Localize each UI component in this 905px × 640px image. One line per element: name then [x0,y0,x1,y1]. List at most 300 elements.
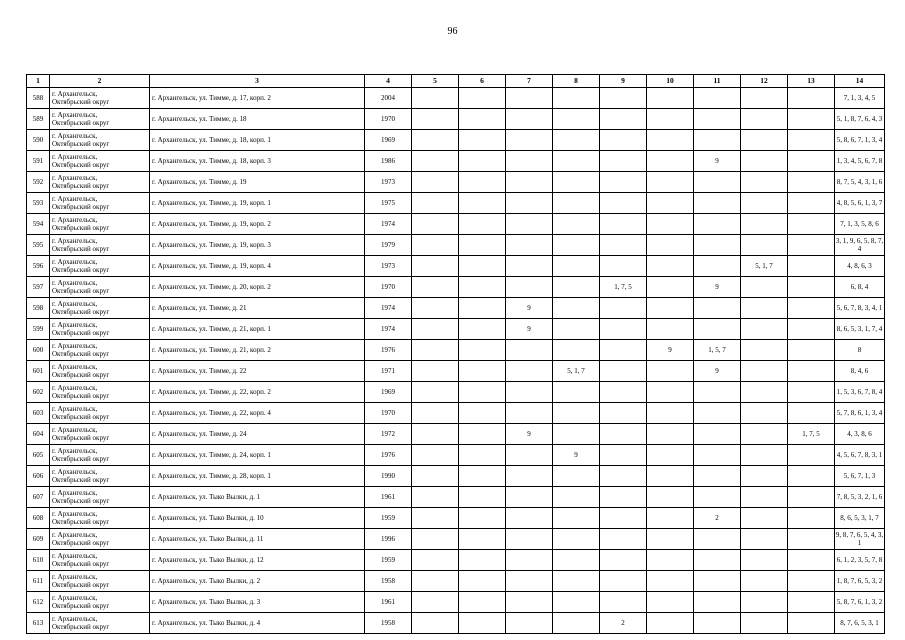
row-number-cell: 600 [27,340,50,361]
value-cell-col-8 [553,613,600,634]
value-cell-col-14: 8, 7, 5, 4, 3, 1, 6 [835,172,885,193]
district-city: г. Архангельск, [52,153,98,161]
row-number-cell: 611 [27,571,50,592]
table-row [27,529,885,550]
value-cell-col-11: 9 [694,277,741,298]
year-cell: 1976 [365,445,412,466]
value-cell-col-5 [412,508,459,529]
row-number-cell: 608 [27,508,50,529]
value-cell-col-13 [788,277,835,298]
district-cell [50,193,150,214]
table-row [27,298,885,319]
year-cell: 1970 [365,109,412,130]
row-number-cell: 607 [27,487,50,508]
value-cell-col-9 [600,193,647,214]
year-cell: 1970 [365,403,412,424]
year-cell: 1958 [365,613,412,634]
value-cell-col-10 [647,235,694,256]
value-cell-col-8 [553,529,600,550]
table-row [27,193,885,214]
value-cell-col-11: 9 [694,151,741,172]
value-cell-col-7 [506,508,553,529]
district-cell [50,529,150,550]
address-cell: г. Архангельск, ул. Тимме, д. 19, корп. 2 [150,214,365,235]
address-cell: г. Архангельск, ул. Тимме, д. 22, корп. 2 [150,382,365,403]
value-cell-col-9 [600,340,647,361]
value-cell-col-7 [506,256,553,277]
value-cell-col-13 [788,298,835,319]
value-cell-col-12 [741,424,788,445]
column-header-3: 3 [150,75,365,88]
value-cell-col-9 [600,109,647,130]
address-cell: г. Архангельск, ул. Тимме, д. 17, корп. 2 [150,88,365,109]
value-cell-col-10 [647,193,694,214]
district-cell [50,277,150,298]
table-header-row [27,75,885,88]
row-number-cell: 598 [27,298,50,319]
table-row [27,214,885,235]
value-cell-col-12 [741,592,788,613]
table-row [27,130,885,151]
value-cell-col-10 [647,130,694,151]
value-cell-col-14: 7, 8, 5, 3, 2, 1, 6 [835,487,885,508]
value-cell-col-14: 7, 1, 3, 4, 5 [835,88,885,109]
district-okrug: Октябрьский округ [52,98,110,106]
value-cell-col-8: 5, 1, 7 [553,361,600,382]
table-row [27,277,885,298]
district-cell [50,298,150,319]
value-cell-col-14: 5, 1, 8, 7, 6, 4, 3 [835,109,885,130]
district-cell [50,109,150,130]
address-cell: г. Архангельск, ул. Тыко Вылки, д. 12 [150,550,365,571]
value-cell-col-10 [647,466,694,487]
value-cell-col-6 [459,88,506,109]
value-cell-col-6 [459,298,506,319]
table-row [27,508,885,529]
year-cell: 1961 [365,487,412,508]
row-number-cell: 606 [27,466,50,487]
value-cell-col-5 [412,235,459,256]
value-cell-col-9 [600,466,647,487]
address-cell: г. Архангельск, ул. Тыко Вылки, д. 4 [150,613,365,634]
address-cell: г. Архангельск, ул. Тыко Вылки, д. 2 [150,571,365,592]
value-cell-col-8 [553,235,600,256]
district-city: г. Архангельск, [52,132,98,140]
value-cell-col-8 [553,571,600,592]
value-cell-col-10 [647,508,694,529]
value-cell-col-13 [788,256,835,277]
year-cell: 1979 [365,235,412,256]
column-header-4: 4 [365,75,412,88]
row-number-cell: 599 [27,319,50,340]
table-row [27,403,885,424]
row-number-cell: 592 [27,172,50,193]
value-cell-col-14: 8, 6, 5, 3, 1, 7 [835,508,885,529]
value-cell-col-7 [506,193,553,214]
value-cell-col-11 [694,319,741,340]
value-cell-col-6 [459,550,506,571]
value-cell-col-9: 1, 7, 5 [600,277,647,298]
district-okrug: Октябрьский округ [52,287,110,295]
value-cell-col-5 [412,592,459,613]
value-cell-col-12 [741,172,788,193]
column-header-9: 9 [600,75,647,88]
value-cell-col-8 [553,256,600,277]
value-cell-col-6 [459,214,506,235]
value-cell-col-13 [788,592,835,613]
district-city: г. Архангельск, [52,279,98,287]
value-cell-col-11 [694,466,741,487]
table-row [27,592,885,613]
year-cell: 1958 [365,571,412,592]
table-row [27,88,885,109]
year-cell: 1969 [365,382,412,403]
value-cell-col-13 [788,214,835,235]
value-cell-col-14: 5, 6, 7, 1, 3 [835,466,885,487]
value-cell-col-11 [694,529,741,550]
district-city: г. Архангельск, [52,573,98,581]
value-cell-col-9: 2 [600,613,647,634]
value-cell-col-13 [788,445,835,466]
table-row [27,445,885,466]
value-cell-col-9 [600,151,647,172]
row-number-cell: 589 [27,109,50,130]
district-cell [50,550,150,571]
value-cell-col-5 [412,382,459,403]
value-cell-col-13: 1, 7, 5 [788,424,835,445]
value-cell-col-10: 9 [647,340,694,361]
value-cell-col-13 [788,550,835,571]
value-cell-col-13 [788,403,835,424]
year-cell: 1986 [365,151,412,172]
value-cell-col-10 [647,319,694,340]
value-cell-col-12 [741,445,788,466]
district-cell [50,487,150,508]
value-cell-col-12 [741,487,788,508]
value-cell-col-8 [553,508,600,529]
value-cell-col-9 [600,571,647,592]
year-cell: 1971 [365,361,412,382]
district-okrug: Октябрьский округ [52,203,110,211]
district-cell [50,466,150,487]
value-cell-col-9 [600,403,647,424]
value-cell-col-6 [459,592,506,613]
value-cell-col-10 [647,172,694,193]
value-cell-col-5 [412,424,459,445]
value-cell-col-5 [412,571,459,592]
value-cell-col-5 [412,340,459,361]
value-cell-col-11 [694,445,741,466]
value-cell-col-12 [741,403,788,424]
value-cell-col-6 [459,613,506,634]
value-cell-col-12 [741,340,788,361]
district-okrug: Октябрьский округ [52,392,110,400]
value-cell-col-13 [788,613,835,634]
value-cell-col-6 [459,508,506,529]
value-cell-col-6 [459,235,506,256]
value-cell-col-11: 9 [694,361,741,382]
value-cell-col-10 [647,361,694,382]
address-cell: г. Архангельск, ул. Тимме, д. 21, корп. 1 [150,319,365,340]
value-cell-col-5 [412,487,459,508]
row-number-cell: 613 [27,613,50,634]
value-cell-col-6 [459,466,506,487]
value-cell-col-11 [694,382,741,403]
year-cell: 1974 [365,214,412,235]
value-cell-col-12 [741,193,788,214]
table-row [27,361,885,382]
value-cell-col-8 [553,130,600,151]
value-cell-col-7 [506,340,553,361]
value-cell-col-9 [600,445,647,466]
value-cell-col-10 [647,151,694,172]
table-row [27,256,885,277]
address-cell: г. Архангельск, ул. Тимме, д. 19 [150,172,365,193]
district-cell [50,235,150,256]
value-cell-col-8 [553,88,600,109]
value-cell-col-9 [600,319,647,340]
address-cell: г. Архангельск, ул. Тимме, д. 19, корп. 1 [150,193,365,214]
value-cell-col-11 [694,487,741,508]
value-cell-col-10 [647,109,694,130]
value-cell-col-5 [412,130,459,151]
value-cell-col-13 [788,235,835,256]
value-cell-col-7: 9 [506,319,553,340]
value-cell-col-11 [694,214,741,235]
value-cell-col-11 [694,613,741,634]
value-cell-col-9 [600,172,647,193]
row-number-cell: 590 [27,130,50,151]
value-cell-col-6 [459,340,506,361]
district-cell [50,508,150,529]
value-cell-col-14: 5, 8, 7, 6, 1, 3, 2 [835,592,885,613]
value-cell-col-9 [600,487,647,508]
row-number-cell: 612 [27,592,50,613]
value-cell-col-14: 8, 7, 6, 5, 3, 1 [835,613,885,634]
address-cell: г. Архангельск, ул. Тимме, д. 21 [150,298,365,319]
district-city: г. Архангельск, [52,594,98,602]
value-cell-col-10 [647,88,694,109]
district-okrug: Октябрьский округ [52,371,110,379]
value-cell-col-5 [412,151,459,172]
value-cell-col-11 [694,172,741,193]
value-cell-col-12 [741,277,788,298]
value-cell-col-9 [600,88,647,109]
district-cell [50,403,150,424]
value-cell-col-6 [459,319,506,340]
column-header-2: 2 [50,75,150,88]
value-cell-col-9 [600,298,647,319]
district-cell [50,571,150,592]
value-cell-col-5 [412,319,459,340]
value-cell-col-13 [788,88,835,109]
district-city: г. Архангельск, [52,468,98,476]
column-header-13: 13 [788,75,835,88]
value-cell-col-7 [506,403,553,424]
value-cell-col-6 [459,424,506,445]
value-cell-col-7 [506,613,553,634]
district-okrug: Октябрьский округ [52,308,110,316]
row-number-cell: 593 [27,193,50,214]
value-cell-col-12 [741,466,788,487]
year-cell: 1990 [365,466,412,487]
value-cell-col-5 [412,256,459,277]
district-city: г. Архангельск, [52,426,98,434]
column-header-11: 11 [694,75,741,88]
district-cell [50,592,150,613]
value-cell-col-9 [600,235,647,256]
district-city: г. Архангельск, [52,447,98,455]
value-cell-col-5 [412,277,459,298]
value-cell-col-6 [459,130,506,151]
district-city: г. Архангельск, [52,321,98,329]
district-city: г. Архангельск, [52,237,98,245]
district-city: г. Архангельск, [52,615,98,623]
column-header-7: 7 [506,75,553,88]
district-cell [50,319,150,340]
value-cell-col-6 [459,382,506,403]
value-cell-col-11 [694,298,741,319]
value-cell-col-12 [741,382,788,403]
district-okrug: Октябрьский округ [52,161,110,169]
value-cell-col-14: 4, 5, 6, 7, 8, 3, 1 [835,445,885,466]
row-number-cell: 591 [27,151,50,172]
district-city: г. Архангельск, [52,510,98,518]
district-city: г. Архангельск, [52,531,98,539]
row-number-cell: 597 [27,277,50,298]
value-cell-col-14: 7, 1, 3, 5, 8, 6 [835,214,885,235]
value-cell-col-6 [459,277,506,298]
value-cell-col-12 [741,88,788,109]
value-cell-col-11 [694,130,741,151]
value-cell-col-14: 1, 5, 3, 6, 7, 8, 4 [835,382,885,403]
value-cell-col-5 [412,550,459,571]
district-cell [50,151,150,172]
value-cell-col-12 [741,508,788,529]
value-cell-col-5 [412,88,459,109]
row-number-cell: 605 [27,445,50,466]
value-cell-col-10 [647,445,694,466]
row-number-cell: 601 [27,361,50,382]
value-cell-col-9 [600,424,647,445]
value-cell-col-5 [412,613,459,634]
district-city: г. Архангельск, [52,111,98,119]
value-cell-col-10 [647,214,694,235]
year-cell: 1996 [365,529,412,550]
value-cell-col-14: 8, 6, 5, 3, 1, 7, 4 [835,319,885,340]
district-city: г. Архангельск, [52,384,98,392]
value-cell-col-12 [741,361,788,382]
value-cell-col-12 [741,298,788,319]
district-cell [50,340,150,361]
value-cell-col-10 [647,424,694,445]
value-cell-col-14: 9, 8, 7, 6, 5, 4, 3, 1 [835,529,885,550]
value-cell-col-13 [788,130,835,151]
value-cell-col-9 [600,382,647,403]
table-row [27,613,885,634]
value-cell-col-7 [506,592,553,613]
value-cell-col-7 [506,487,553,508]
value-cell-col-11 [694,403,741,424]
row-number-cell: 594 [27,214,50,235]
column-header-6: 6 [459,75,506,88]
value-cell-col-13 [788,109,835,130]
value-cell-col-10 [647,298,694,319]
district-okrug: Октябрьский округ [52,119,110,127]
row-number-cell: 609 [27,529,50,550]
row-number-cell: 596 [27,256,50,277]
value-cell-col-9 [600,550,647,571]
district-okrug: Октябрьский округ [52,518,110,526]
value-cell-col-5 [412,529,459,550]
value-cell-col-6 [459,487,506,508]
table-row [27,172,885,193]
column-header-14: 14 [835,75,885,88]
column-header-1: 1 [27,75,50,88]
row-number-cell: 588 [27,88,50,109]
value-cell-col-8 [553,319,600,340]
value-cell-col-12: 5, 1, 7 [741,256,788,277]
table-row [27,109,885,130]
value-cell-col-8 [553,550,600,571]
value-cell-col-14: 5, 7, 8, 6, 1, 3, 4 [835,403,885,424]
value-cell-col-7 [506,109,553,130]
table-row [27,466,885,487]
value-cell-col-8 [553,193,600,214]
value-cell-col-5 [412,361,459,382]
value-cell-col-5 [412,298,459,319]
address-cell: г. Архангельск, ул. Тимме, д. 22, корп. 4 [150,403,365,424]
district-okrug: Октябрьский округ [52,266,110,274]
value-cell-col-5 [412,109,459,130]
district-cell [50,88,150,109]
value-cell-col-10 [647,592,694,613]
district-cell [50,256,150,277]
value-cell-col-10 [647,550,694,571]
value-cell-col-9 [600,508,647,529]
address-cell: г. Архангельск, ул. Тыко Вылки, д. 1 [150,487,365,508]
column-header-5: 5 [412,75,459,88]
value-cell-col-6 [459,445,506,466]
value-cell-col-6 [459,571,506,592]
value-cell-col-7 [506,277,553,298]
district-okrug: Октябрьский округ [52,539,110,547]
value-cell-col-8 [553,403,600,424]
table-row [27,487,885,508]
table-row [27,319,885,340]
column-header-8: 8 [553,75,600,88]
value-cell-col-14: 3, 1, 9, 6, 5, 8, 7, 4 [835,235,885,256]
district-okrug: Октябрьский округ [52,329,110,337]
address-cell: г. Архангельск, ул. Тимме, д. 18 [150,109,365,130]
district-okrug: Октябрьский округ [52,497,110,505]
value-cell-col-9 [600,592,647,613]
value-cell-col-12 [741,613,788,634]
value-cell-col-5 [412,214,459,235]
year-cell: 1973 [365,172,412,193]
value-cell-col-7 [506,214,553,235]
value-cell-col-6 [459,256,506,277]
district-cell [50,172,150,193]
value-cell-col-12 [741,550,788,571]
value-cell-col-11 [694,592,741,613]
year-cell: 1959 [365,508,412,529]
value-cell-col-12 [741,130,788,151]
year-cell: 1959 [365,550,412,571]
district-cell [50,130,150,151]
district-city: г. Архангельск, [52,90,98,98]
value-cell-col-7: 9 [506,298,553,319]
